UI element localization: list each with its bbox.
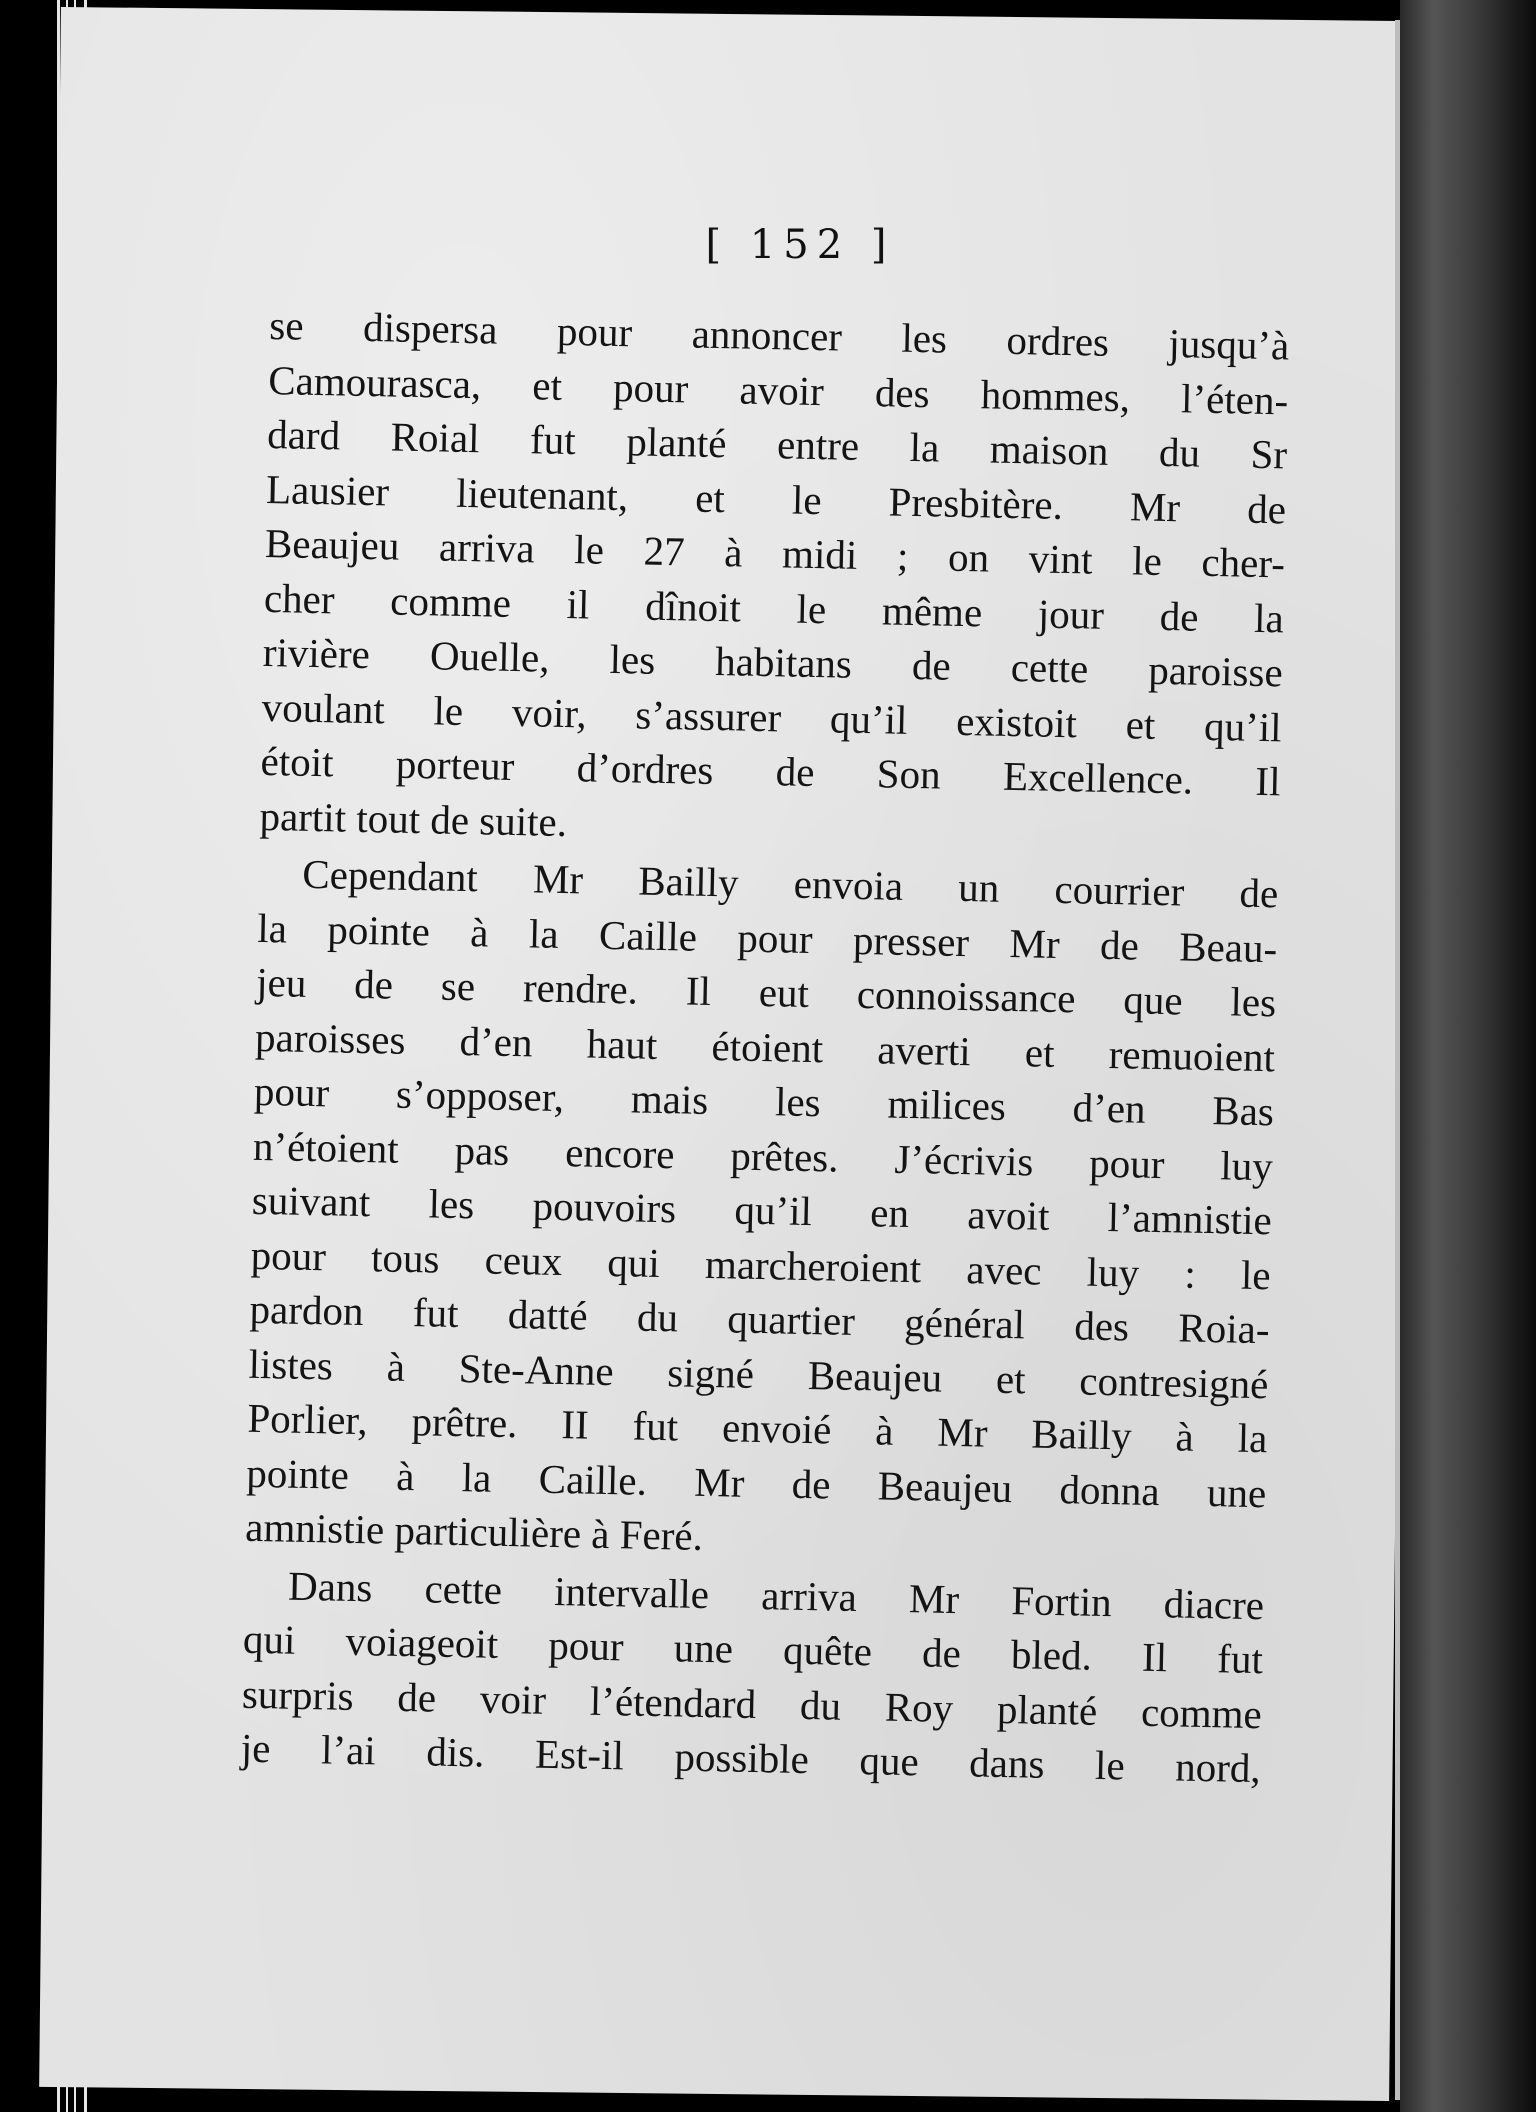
text-line: Porlier, prêtre. II fut envoié à Mr Bailly à la: [247, 1394, 1268, 1462]
body-text: [240, 298, 1289, 1796]
text-line: qui voiageoit pour une quête de bled. Il fut: [242, 1615, 1264, 1683]
text-line: n’étoient pas encore prêtes. J’écrivis pour luy: [252, 1122, 1274, 1189]
text-line: pardon fut datté du quartier général des Roia-: [249, 1285, 1270, 1353]
text-line: jeu de se rendre. Il eut connoissance que les: [255, 958, 1277, 1026]
binding-shadow: [1400, 0, 1536, 2112]
text-line: Dans cette intervalle arriva Mr Fortin diacre: [287, 1562, 1265, 1628]
text-line: cher comme il dînoit le même jour de la: [263, 574, 1285, 641]
text-line: étoit porteur d’ordres de Son Excellence. Il: [260, 737, 1281, 805]
text-line: listes à Ste-Anne signé Beaujeu et contresigné: [248, 1340, 1269, 1407]
text-line: rivière Ouelle, les habitans de cette paroisse: [262, 628, 1284, 696]
text-line: je l’ai dis. Est-il possible que dans le nord,: [240, 1724, 1262, 1792]
text-line: dard Roial fut planté entre la maison du Sr: [266, 410, 1288, 478]
text-line: suivant les pouvoirs qu’il en avoit l’amnistie: [251, 1176, 1273, 1244]
text-line: partit tout de suite.: [259, 792, 568, 845]
text-line: pointe à la Caille. Mr de Beaujeu donna une: [245, 1449, 1267, 1516]
text-line: Beaujeu arriva le 27 à midi ; on vint le cher-: [264, 519, 1286, 587]
text-line: Cependant Mr Bailly envoia un courrier de: [301, 850, 1279, 917]
text-line: paroisses d’en haut étoient averti et remuoient: [254, 1013, 1276, 1080]
text-line: Camourasca, et pour avoir des hommes, l’éten-: [267, 356, 1289, 423]
text-line: la pointe à la Caille pour presser Mr de Beau-: [256, 904, 1278, 971]
text-line: amnistie particulière à Feré.: [244, 1503, 704, 1559]
text-line: pour s’opposer, mais les milices d’en Bas: [253, 1067, 1275, 1135]
page-number: [ 152 ]: [705, 222, 895, 268]
text-line: surpris de voir l’étendard du Roy planté comme: [241, 1670, 1263, 1737]
text-line: se dispersa pour annoncer les ordres jusqu’à: [268, 301, 1290, 369]
text-line: voulant le voir, s’assurer qu’il existoit et qu’il: [261, 683, 1283, 750]
text-line: pour tous ceux qui marcheroient avec luy : le: [250, 1231, 1272, 1298]
text-line: Lausier lieutenant, et le Presbitère. Mr de: [265, 465, 1287, 532]
